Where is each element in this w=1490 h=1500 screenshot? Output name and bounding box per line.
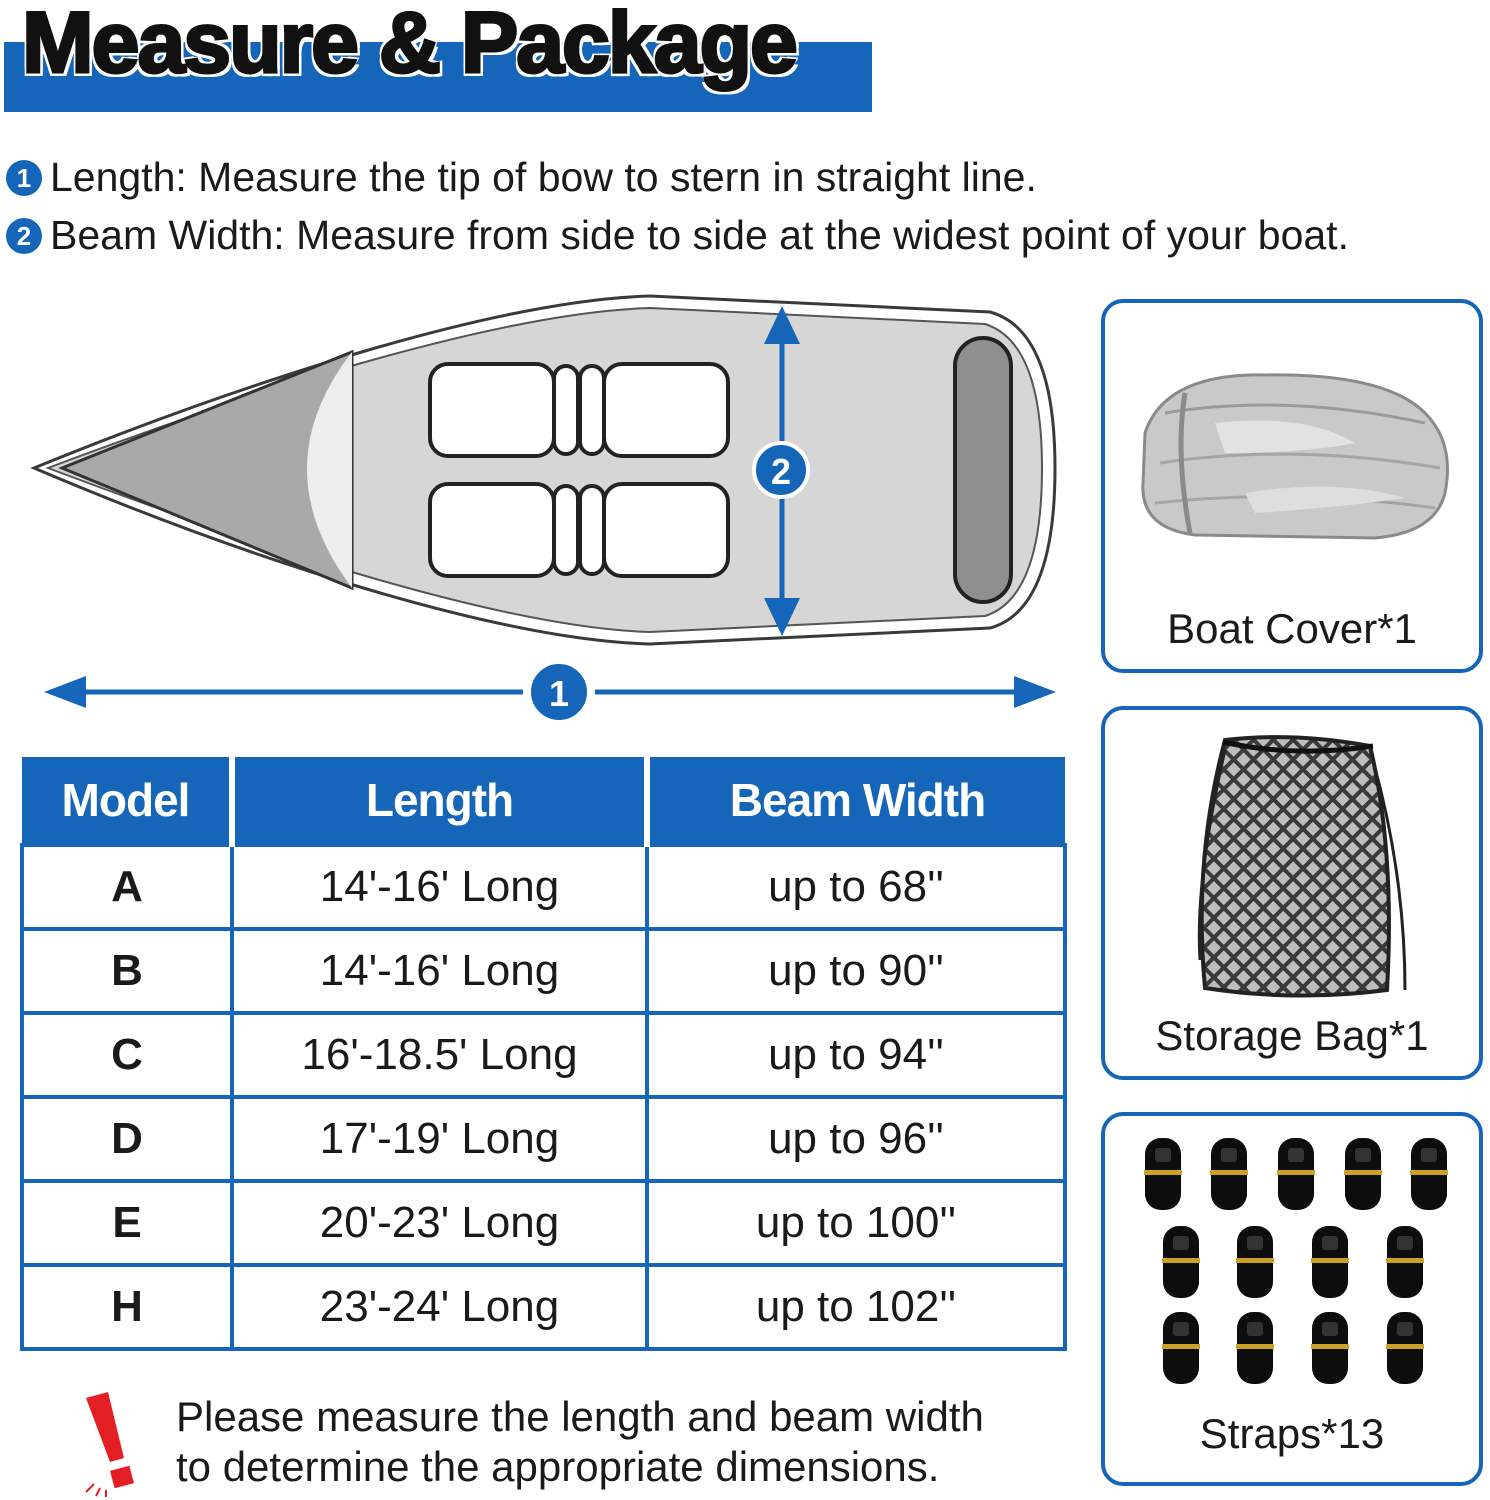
beam-cell: up to 94'' bbox=[647, 1013, 1065, 1097]
seat bbox=[430, 484, 554, 576]
page-title: Measure & Package bbox=[22, 0, 796, 91]
seat-divider bbox=[554, 486, 578, 574]
strap-coil bbox=[1311, 1312, 1349, 1384]
strap-coil bbox=[1311, 1226, 1349, 1298]
strap-coil bbox=[1236, 1312, 1274, 1384]
strap-coil bbox=[1162, 1226, 1200, 1298]
beam-cell: up to 96'' bbox=[647, 1097, 1065, 1181]
size-table bbox=[20, 757, 1067, 1351]
seat bbox=[604, 364, 728, 456]
header-model: Model bbox=[22, 757, 232, 845]
table-row bbox=[22, 1181, 1065, 1265]
stern-bench bbox=[955, 338, 1011, 602]
boat-diagram bbox=[0, 280, 1080, 730]
length-cell: 16'-18.5' Long bbox=[232, 1013, 647, 1097]
length-cell: 23'-24' Long bbox=[232, 1265, 647, 1349]
number-badge-1: 1 bbox=[6, 160, 42, 196]
number-badge-2: 2 bbox=[6, 218, 42, 254]
strap-coil bbox=[1386, 1226, 1424, 1298]
strap-coil bbox=[1210, 1138, 1248, 1210]
header-length: Length bbox=[232, 757, 647, 845]
table-row bbox=[22, 1097, 1065, 1181]
beam-marker-label: 2 bbox=[770, 451, 792, 492]
note-line-1: Please measure the length and beam width bbox=[176, 1393, 984, 1440]
package-card-boat-cover bbox=[1101, 299, 1483, 673]
model-cell: C bbox=[22, 1013, 232, 1097]
length-cell: 17'-19' Long bbox=[232, 1097, 647, 1181]
instruction-beam-text: Beam Width: Measure from side to side at the widest point of your boat. bbox=[50, 212, 1349, 258]
model-cell: D bbox=[22, 1097, 232, 1181]
beam-cell: up to 102'' bbox=[647, 1265, 1065, 1349]
length-cell: 20'-23' Long bbox=[232, 1181, 647, 1265]
model-cell: E bbox=[22, 1181, 232, 1265]
beam-cell: up to 100'' bbox=[647, 1181, 1065, 1265]
beam-cell: up to 90'' bbox=[647, 929, 1065, 1013]
length-cell: 14'-16' Long bbox=[232, 845, 647, 929]
package-label-storage-bag: Storage Bag*1 bbox=[1155, 1012, 1429, 1059]
package-card-storage-bag bbox=[1101, 706, 1483, 1080]
strap-coil bbox=[1236, 1226, 1274, 1298]
package-card-straps bbox=[1101, 1112, 1483, 1486]
measurement-note bbox=[176, 1392, 984, 1492]
length-arrow-right bbox=[1014, 676, 1056, 708]
length-arrow-left bbox=[44, 676, 86, 708]
seat-divider bbox=[580, 486, 604, 574]
strap-coil bbox=[1162, 1312, 1200, 1384]
exclamation-icon bbox=[80, 1388, 150, 1498]
strap-coils-image bbox=[1105, 1116, 1479, 1406]
seat-divider bbox=[580, 366, 604, 454]
table-row bbox=[22, 845, 1065, 929]
table-row bbox=[22, 929, 1065, 1013]
strap-coil bbox=[1386, 1312, 1424, 1384]
package-label-straps: Straps*13 bbox=[1199, 1410, 1385, 1457]
model-cell: B bbox=[22, 929, 232, 1013]
header-beam-width: Beam Width bbox=[647, 757, 1065, 845]
folded-boat-cover-image bbox=[1105, 303, 1479, 603]
seat-divider bbox=[554, 366, 578, 454]
seat bbox=[430, 364, 554, 456]
mesh-storage-bag-image bbox=[1105, 710, 1479, 1010]
strap-coil bbox=[1410, 1138, 1448, 1210]
strap-coil bbox=[1144, 1138, 1182, 1210]
table-row bbox=[22, 1013, 1065, 1097]
length-cell: 14'-16' Long bbox=[232, 929, 647, 1013]
strap-coil bbox=[1277, 1138, 1315, 1210]
table-row bbox=[22, 1265, 1065, 1349]
instruction-length bbox=[6, 154, 1037, 201]
package-label-boat-cover: Boat Cover*1 bbox=[1167, 605, 1417, 652]
strap-coil bbox=[1344, 1138, 1382, 1210]
instruction-length-text: Length: Measure the tip of bow to stern in straight line. bbox=[50, 154, 1037, 200]
size-table-header-row bbox=[22, 757, 1065, 845]
model-cell: H bbox=[22, 1265, 232, 1349]
length-marker-label: 1 bbox=[548, 673, 570, 714]
model-cell: A bbox=[22, 845, 232, 929]
beam-cell: up to 68'' bbox=[647, 845, 1065, 929]
instruction-beam bbox=[6, 212, 1349, 259]
seat bbox=[604, 484, 728, 576]
note-line-2: to determine the appropriate dimensions. bbox=[176, 1443, 940, 1490]
